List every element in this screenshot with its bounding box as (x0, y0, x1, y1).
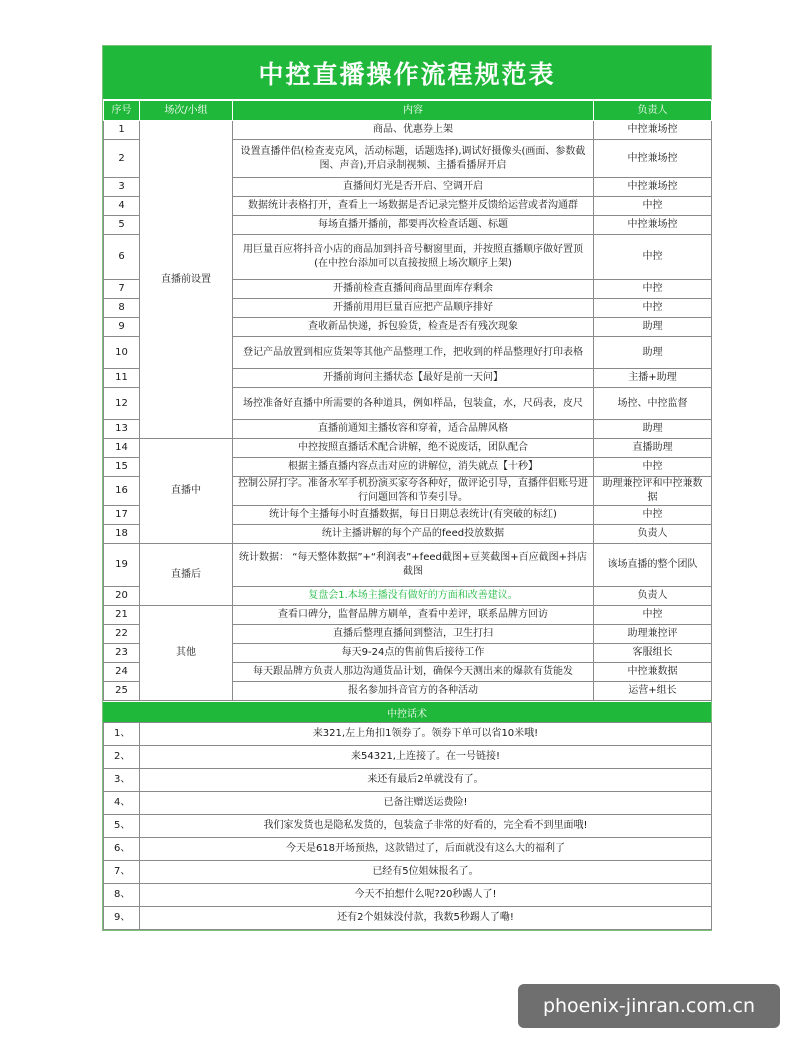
phrase-row (104, 884, 712, 907)
row-owner: 中控 (594, 506, 712, 525)
row-content: 统计每个主播每小时直播数据，每日日期总表统计(有突破的标红) (233, 506, 594, 525)
row-seq: 18 (104, 525, 140, 544)
row-seq: 21 (104, 606, 140, 625)
phrase-row (104, 769, 712, 792)
row-owner: 该场直播的整个团队 (594, 544, 712, 587)
phrase-number: 8、 (104, 884, 140, 907)
table-row (104, 439, 712, 458)
row-owner: 中控兼数据 (594, 663, 712, 682)
row-owner: 中控 (594, 197, 712, 216)
session-group-label: 直播前设置 (140, 121, 233, 439)
row-seq: 19 (104, 544, 140, 587)
phrase-text: 已经有5位姐妹报名了。 (140, 861, 712, 884)
row-owner: 助理兼控评 (594, 625, 712, 644)
phrase-number: 6、 (104, 838, 140, 861)
phrases-table-body (104, 723, 712, 930)
phrase-number: 2、 (104, 746, 140, 769)
phrase-row (104, 838, 712, 861)
row-owner: 直播助理 (594, 439, 712, 458)
phrase-row (104, 746, 712, 769)
header-content: 内容 (233, 101, 594, 121)
row-owner: 中控兼场控 (594, 140, 712, 178)
row-content: 直播间灯光是否开启、空调开启 (233, 178, 594, 197)
row-owner: 助理 (594, 420, 712, 439)
row-owner: 中控兼场控 (594, 121, 712, 140)
row-seq: 12 (104, 388, 140, 420)
row-owner: 中控 (594, 299, 712, 318)
row-owner: 负责人 (594, 525, 712, 544)
row-content: 直播后整理直播间到整洁，卫生打扫 (233, 625, 594, 644)
phrases-table (103, 722, 712, 930)
row-seq: 25 (104, 682, 140, 701)
process-table-sheet (102, 45, 712, 931)
row-owner: 负责人 (594, 587, 712, 606)
process-table-body (104, 121, 712, 701)
row-content: 统计主播讲解的每个产品的feed投放数据 (233, 525, 594, 544)
row-owner: 中控兼场控 (594, 178, 712, 197)
row-content: 数据统计表格打开，查看上一场数据是否记录完整并反馈给运营或者沟通群 (233, 197, 594, 216)
header-owner: 负责人 (594, 101, 712, 121)
row-seq: 15 (104, 458, 140, 477)
row-owner: 客服组长 (594, 644, 712, 663)
row-seq: 17 (104, 506, 140, 525)
row-content: 开播前检查直播间商品里面库存剩余 (233, 280, 594, 299)
row-content: 用巨量百应将抖音小店的商品加到抖音号橱窗里面，并按照直播顺序做好置顶(在中控台添加可以直接按照上场次顺序上架) (233, 235, 594, 280)
row-seq: 16 (104, 477, 140, 506)
row-seq: 11 (104, 369, 140, 388)
row-seq: 6 (104, 235, 140, 280)
row-content: 设置直播伴侣(检查麦克风，活动标题，话题选择),调试好摄像头(画面、参数截图、声音),开启录制视频、主播看播屏开启 (233, 140, 594, 178)
phrase-number: 1、 (104, 723, 140, 746)
phrase-number: 4、 (104, 792, 140, 815)
session-group-label: 直播中 (140, 439, 233, 544)
row-seq: 4 (104, 197, 140, 216)
row-seq: 24 (104, 663, 140, 682)
phrase-text: 我们家发货也是隐私发货的，包装盒子非常的好看的，完全看不到里面哦! (140, 815, 712, 838)
row-content: 每天9-24点的售前售后接待工作 (233, 644, 594, 663)
phrase-row (104, 723, 712, 746)
row-seq: 5 (104, 216, 140, 235)
table-row (104, 544, 712, 587)
process-table (103, 100, 712, 701)
phrase-row (104, 907, 712, 930)
row-content: 开播前询问主播状态【最好是前一天问】 (233, 369, 594, 388)
phrase-text: 今天不拍想什么呢?20秒踢人了! (140, 884, 712, 907)
phrase-text: 来54321,上连接了。在一号链接! (140, 746, 712, 769)
phrase-text: 今天是618开场预热，这款错过了，后面就没有这么大的福利了 (140, 838, 712, 861)
row-content: 商品、优惠券上架 (233, 121, 594, 140)
row-content: 统计数据： “每天整体数据”+“利润表”+feed截图+豆荚截图+百应截图+抖店截图 (233, 544, 594, 587)
row-seq: 7 (104, 280, 140, 299)
phrase-text: 还有2个姐妹没付款，我数5秒踢人了嘞! (140, 907, 712, 930)
row-seq: 14 (104, 439, 140, 458)
row-owner: 运营+组长 (594, 682, 712, 701)
table-title: 中控直播操作流程规范表 (103, 46, 711, 100)
row-seq: 2 (104, 140, 140, 178)
row-owner: 中控 (594, 458, 712, 477)
phrase-row (104, 861, 712, 884)
row-owner: 中控 (594, 235, 712, 280)
row-seq: 13 (104, 420, 140, 439)
row-owner: 中控 (594, 606, 712, 625)
row-owner: 助理 (594, 318, 712, 337)
session-group-label: 其他 (140, 606, 233, 701)
phrase-row (104, 815, 712, 838)
row-content: 开播前用用巨量百应把产品顺序排好 (233, 299, 594, 318)
row-owner: 助理兼控评和中控兼数据 (594, 477, 712, 506)
row-seq: 23 (104, 644, 140, 663)
phrase-number: 3、 (104, 769, 140, 792)
row-content: 查收新品快递，拆包验货，检查是否有残次现象 (233, 318, 594, 337)
row-seq: 10 (104, 337, 140, 369)
table-row (104, 121, 712, 140)
section-title-scripts: 中控话术 (103, 701, 711, 722)
row-content: 每天跟品牌方负责人那边沟通货品计划，确保今天测出来的爆款有货能发 (233, 663, 594, 682)
row-content: 根据主播直播内容点击对应的讲解位，消失就点【十秒】 (233, 458, 594, 477)
row-seq: 3 (104, 178, 140, 197)
phrase-number: 5、 (104, 815, 140, 838)
row-content: 报名参加抖音官方的各种活动 (233, 682, 594, 701)
row-seq: 9 (104, 318, 140, 337)
row-owner: 中控兼场控 (594, 216, 712, 235)
row-owner: 助理 (594, 337, 712, 369)
row-seq: 1 (104, 121, 140, 140)
row-owner: 场控、中控监督 (594, 388, 712, 420)
row-content: 直播前通知主播妆容和穿着，适合品牌风格 (233, 420, 594, 439)
row-content: 场控准备好直播中所需要的各种道具，例如样品，包装盒，水，尺码表，皮尺 (233, 388, 594, 420)
phrase-text: 来321,左上角扣1领券了。领券下单可以省10米哦! (140, 723, 712, 746)
table-row (104, 606, 712, 625)
phrase-text: 已备注赠送运费险! (140, 792, 712, 815)
phrase-number: 9、 (104, 907, 140, 930)
header-seq: 序号 (104, 101, 140, 121)
watermark: phoenix-jinran.com.cn (518, 984, 780, 1028)
row-seq: 8 (104, 299, 140, 318)
row-seq: 20 (104, 587, 140, 606)
phrase-number: 7、 (104, 861, 140, 884)
session-group-label: 直播后 (140, 544, 233, 606)
row-content: 每场直播开播前，都要再次检查话题、标题 (233, 216, 594, 235)
row-owner: 主播+助理 (594, 369, 712, 388)
row-seq: 22 (104, 625, 140, 644)
row-content: 控制公屏打字。准备水军手机扮演买家夸各种好，做评论引导，直播伴侣账号进行问题回答和节奏引导。 (233, 477, 594, 506)
phrase-text: 来还有最后2单就没有了。 (140, 769, 712, 792)
phrase-row (104, 792, 712, 815)
row-owner: 中控 (594, 280, 712, 299)
row-content: 复盘会1.本场主播没有做好的方面和改善建议。 (233, 587, 594, 606)
row-content: 登记产品放置到相应货架等其他产品整理工作，把收到的样品整理好打印表格 (233, 337, 594, 369)
header-session: 场次/小组 (140, 101, 233, 121)
row-content: 中控按照直播话术配合讲解，绝不说废话，团队配合 (233, 439, 594, 458)
row-content: 查看口碑分，监督品牌方刷单，查看中差评，联系品牌方回访 (233, 606, 594, 625)
